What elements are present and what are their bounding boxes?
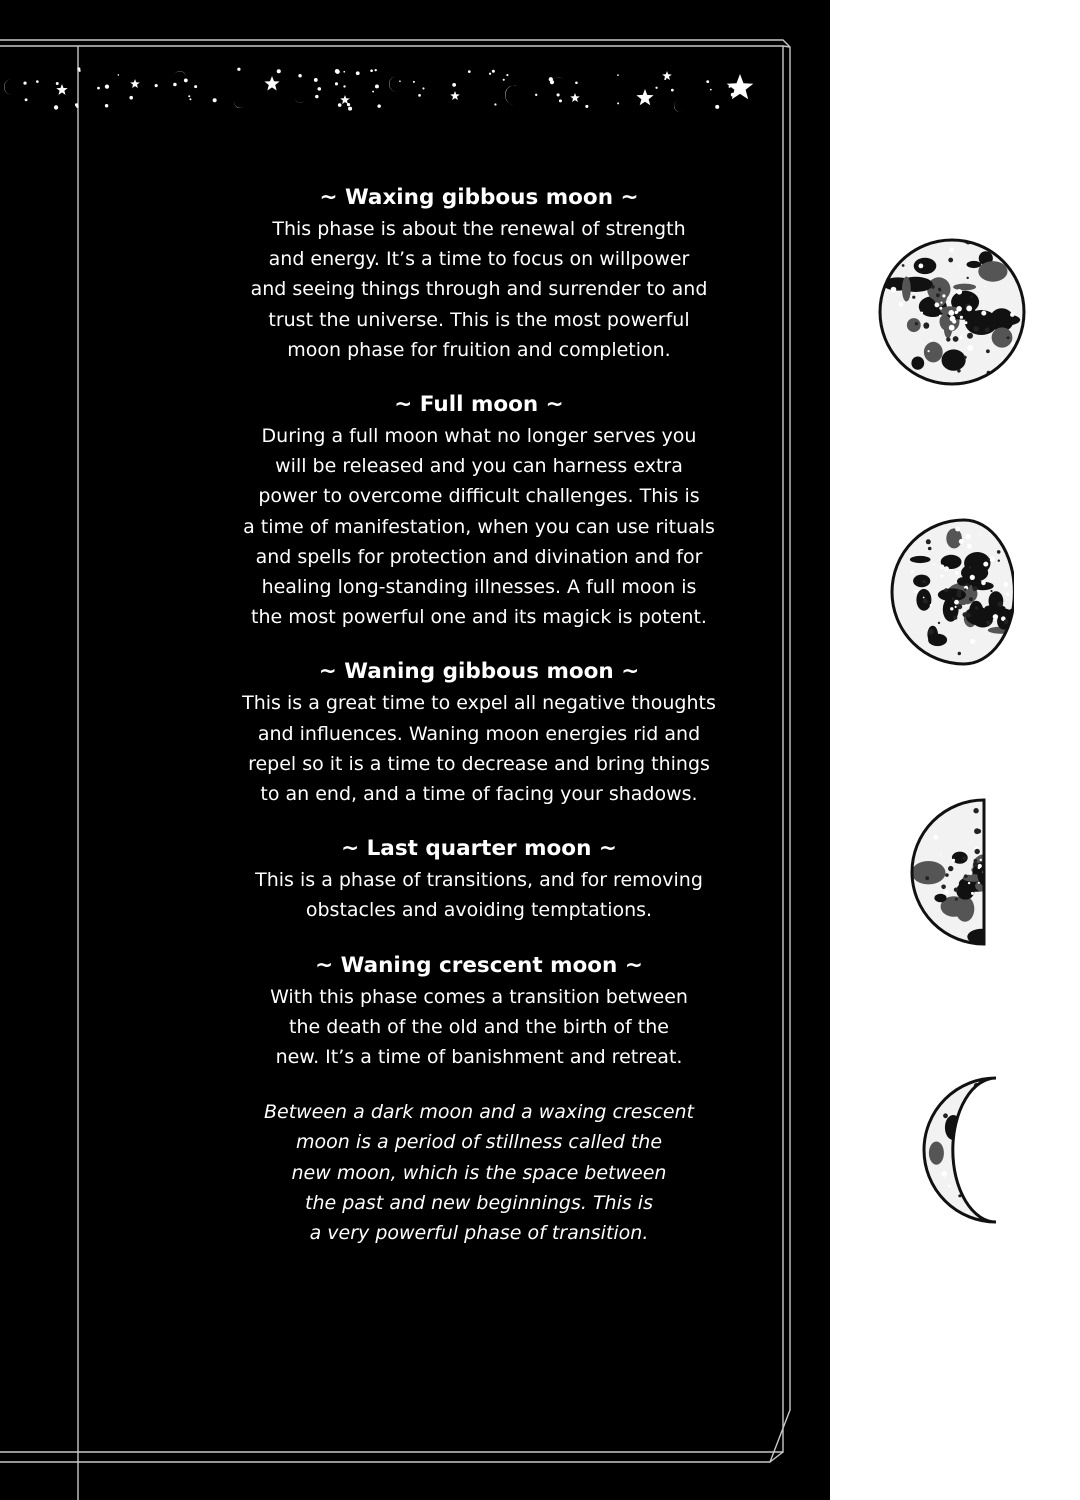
star-dot-icon bbox=[492, 70, 495, 73]
star-dot-icon bbox=[655, 87, 657, 89]
description-line: This is a phase of transitions, and for removing bbox=[255, 869, 703, 892]
note-line: moon is a period of stillness called the bbox=[295, 1131, 663, 1154]
star-dot-icon bbox=[36, 80, 39, 83]
star-dot-icon bbox=[189, 98, 191, 100]
phase-title: ~ Waning crescent moon ~ bbox=[315, 952, 643, 978]
phase-description bbox=[200, 214, 758, 365]
description-line: This is a great time to expel all negative thoughts bbox=[242, 692, 716, 715]
phase-section bbox=[200, 183, 758, 365]
star-dot-icon bbox=[506, 74, 508, 76]
description-line: and seeing things through and surrender to and bbox=[250, 278, 708, 301]
crescent-moon-icon bbox=[4, 79, 12, 95]
description-line: trust the universe. This is the most powerful bbox=[268, 308, 690, 331]
description-line: the death of the old and the birth of the bbox=[289, 1015, 669, 1038]
star-dot-icon bbox=[343, 85, 345, 87]
phase-description bbox=[200, 688, 758, 809]
star-dot-icon bbox=[277, 69, 281, 73]
description-line: healing long-standing illnesses. A full moon is bbox=[261, 576, 697, 599]
description-line: a time of manifestation, when you can use rituals bbox=[243, 515, 715, 538]
star-dot-icon bbox=[715, 105, 719, 109]
star-icon bbox=[130, 79, 140, 88]
star-dot-icon bbox=[732, 95, 734, 97]
waning-crescent-moon-icon bbox=[922, 1076, 996, 1224]
star-dot-icon bbox=[173, 83, 177, 87]
phase-description bbox=[200, 982, 758, 1073]
star-dot-icon bbox=[494, 103, 496, 105]
star-moon-border bbox=[0, 60, 830, 120]
star-dot-icon bbox=[335, 82, 338, 85]
star-dot-icon bbox=[370, 69, 373, 72]
description-line: and spells for protection and divination and for bbox=[255, 545, 703, 568]
description-line: and influences. Waning moon energies rid and bbox=[257, 722, 701, 745]
star-dot-icon bbox=[377, 104, 380, 107]
crescent-moon-icon bbox=[672, 101, 683, 114]
description-line: and energy. It’s a time to focus on willpower bbox=[268, 248, 690, 271]
description-line: to an end, and a time of facing your shadows. bbox=[260, 783, 698, 806]
star-icon bbox=[662, 71, 672, 80]
star-dot-icon bbox=[617, 102, 619, 104]
star-dot-icon bbox=[213, 98, 217, 102]
star-dot-icon bbox=[452, 83, 456, 87]
star-dot-icon bbox=[105, 104, 108, 107]
new-moon-note bbox=[200, 1097, 758, 1248]
star-dot-icon bbox=[25, 98, 28, 101]
note-line: Between a dark moon and a waxing crescent bbox=[263, 1101, 695, 1124]
phase-section bbox=[200, 834, 758, 925]
star-dot-icon bbox=[557, 93, 560, 96]
star-dot-icon bbox=[356, 71, 360, 75]
star-dot-icon bbox=[76, 106, 78, 108]
phase-title: ~ Full moon ~ bbox=[394, 392, 564, 418]
star-dot-icon bbox=[671, 89, 674, 92]
star-dot-icon bbox=[617, 74, 619, 76]
star-icon bbox=[264, 76, 279, 91]
full-moon-icon bbox=[878, 238, 1026, 386]
crescent-moon-icon bbox=[174, 70, 187, 78]
last-quarter-moon-icon bbox=[910, 798, 990, 946]
star-dot-icon bbox=[585, 105, 588, 108]
phase-title: ~ Waning gibbous moon ~ bbox=[318, 659, 640, 685]
star-dot-icon bbox=[375, 84, 379, 88]
star-icon bbox=[636, 89, 653, 105]
crescent-moon-icon bbox=[232, 99, 245, 110]
star-dot-icon bbox=[372, 91, 374, 93]
star-dot-icon bbox=[54, 105, 58, 109]
star-dot-icon bbox=[374, 69, 376, 71]
crescent-moon-icon bbox=[389, 76, 397, 92]
crescent-moon-icon bbox=[294, 97, 305, 104]
star-dot-icon bbox=[550, 80, 554, 84]
note-line: a very powerful phase of transition. bbox=[309, 1222, 649, 1245]
star-dot-icon bbox=[503, 79, 505, 81]
star-dot-icon bbox=[315, 95, 318, 98]
description-line: new. It’s a time of banishment and retreat. bbox=[275, 1046, 683, 1069]
star-dot-icon bbox=[155, 84, 158, 87]
star-dot-icon bbox=[188, 95, 190, 97]
phase-section bbox=[200, 390, 758, 632]
star-icon bbox=[56, 84, 67, 95]
phase-title: ~ Waxing gibbous moon ~ bbox=[319, 185, 639, 210]
star-dot-icon bbox=[422, 87, 424, 89]
phase-description bbox=[200, 421, 758, 632]
star-dot-icon bbox=[79, 70, 81, 72]
description-line: will be released and you can harness extra bbox=[275, 455, 683, 478]
star-dot-icon bbox=[348, 107, 352, 111]
star-dot-icon bbox=[23, 81, 26, 84]
star-dot-icon bbox=[318, 87, 322, 91]
star-dot-icon bbox=[575, 81, 578, 84]
star-dot-icon bbox=[343, 71, 345, 73]
star-dot-icon bbox=[399, 80, 401, 82]
star-dot-icon bbox=[489, 73, 491, 75]
phase-title: ~ Last quarter moon ~ bbox=[341, 836, 617, 862]
star-icon bbox=[570, 93, 580, 102]
description-line: repel so it is a time to decrease and bring things bbox=[248, 752, 710, 775]
star-dot-icon bbox=[118, 74, 120, 76]
description-line: moon phase for fruition and completion. bbox=[287, 338, 671, 361]
description-line: With this phase comes a transition between bbox=[270, 985, 688, 1008]
star-dot-icon bbox=[710, 89, 712, 91]
phase-description bbox=[200, 865, 758, 925]
phase-section bbox=[200, 951, 758, 1073]
star-dot-icon bbox=[468, 70, 471, 73]
star-dot-icon bbox=[535, 94, 537, 96]
star-icon bbox=[450, 91, 460, 100]
star-dot-icon bbox=[418, 94, 421, 97]
description-line: During a full moon what no longer serves you bbox=[261, 425, 697, 448]
moon-phase-text bbox=[200, 183, 758, 1248]
star-dot-icon bbox=[105, 85, 109, 89]
star-dot-icon bbox=[298, 74, 301, 77]
phase-section bbox=[200, 657, 758, 809]
description-line: This phase is about the renewal of strength bbox=[272, 218, 686, 240]
star-dot-icon bbox=[706, 80, 709, 83]
star-dot-icon bbox=[56, 82, 59, 85]
star-dot-icon bbox=[559, 99, 562, 102]
star-dot-icon bbox=[664, 78, 666, 80]
star-dot-icon bbox=[184, 79, 188, 83]
star-dot-icon bbox=[194, 85, 197, 88]
star-dot-icon bbox=[413, 81, 415, 83]
description-line: power to overcome difficult challenges. This is bbox=[258, 485, 700, 508]
waning-gibbous-moon-icon bbox=[890, 518, 1014, 666]
star-dot-icon bbox=[129, 96, 133, 100]
star-dot-icon bbox=[314, 78, 318, 82]
note-line: new moon, which is the space between bbox=[291, 1161, 667, 1184]
note-line: the past and new beginnings. This is bbox=[305, 1191, 653, 1214]
star-dot-icon bbox=[97, 87, 100, 90]
star-dot-icon bbox=[237, 68, 240, 71]
star-dot-icon bbox=[729, 86, 731, 88]
crescent-moon-icon bbox=[503, 83, 516, 104]
star-dot-icon bbox=[335, 69, 339, 73]
star-icon bbox=[340, 95, 350, 104]
star-dot-icon bbox=[338, 103, 342, 107]
star-dot-icon bbox=[347, 103, 350, 106]
phase-list bbox=[200, 183, 758, 1072]
description-line: obstacles and avoiding temptations. bbox=[305, 899, 653, 922]
description-line: the most powerful one and its magick is potent. bbox=[251, 606, 707, 629]
